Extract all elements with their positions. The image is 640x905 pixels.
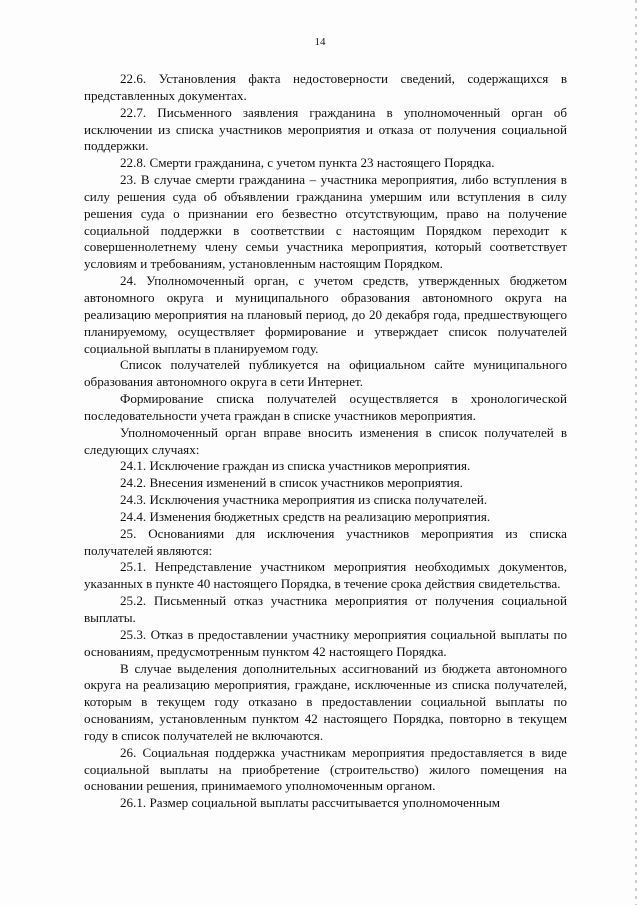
paragraph-26: 26. Социальная поддержка участникам мероприятия предоставляется в виде социальной выплаты на приобретение (строительство) жилого помещения на основании решения, принимаемого уполномоченным органом. [84, 744, 567, 794]
paragraph-25-2: 25.2. Письменный отказ участника мероприятия от получения социальной выплаты. [84, 593, 567, 625]
paragraph-22-7: 22.7. Письменного заявления гражданина в уполномоченный орган об исключении из списка участников мероприятия и отказа от получения социальной поддержки. [84, 104, 567, 154]
paragraph-list-publication: Список получателей публикуется на официальном сайте муниципального образования автономного округа в сети Интернет. [84, 357, 567, 390]
paragraph-23: 23. В случае смерти гражданина – участника мероприятия, либо вступления в силу решения суда об объявлении гражданина умершим или вступления в силу решения суда о признании его безвестно отсутствующим, право на получение социальной поддержки в соответствии с настоящим Порядком переходит к совершеннолетнему члену семьи участника мероприятия, который соответствует условиям и требованиям, установленным настоящим Порядком. [84, 172, 567, 272]
paragraph-25-3: 25.3. Отказ в предоставлении участнику мероприятия социальной выплаты по основаниям, предусмотренным пунктом 42 настоящего Порядка. [84, 626, 567, 659]
paragraph-22-6: 22.6. Установления факта недостоверности сведений, содержащихся в представленных документах. [84, 71, 567, 103]
paragraph-24-1: 24.1. Исключение граждан из списка участников мероприятия. [120, 458, 471, 474]
paragraph-25: 25. Основаниями для исключения участников мероприятия из списка получателей являются: [84, 525, 567, 558]
paragraph-24-4: 24.4. Изменения бюджетных средств на реализацию мероприятия. [120, 508, 491, 524]
paragraph-22-8: 22.8. Смерти гражданина, с учетом пункта 23 настоящего Порядка. [120, 155, 495, 171]
page-number: 14 [314, 36, 326, 48]
paragraph-24-2: 24.2. Внесения изменений в список участников мероприятия. [120, 475, 463, 491]
paragraph-24: 24. Уполномоченный орган, с учетом средств, утвержденных бюджетом автономного округа и муниципального образования автономного округа на реализацию мероприятия на плановый период, до 20 декабря года, предшествующего планируемому, осуществляет формирование и утверждает список получателей социальной выплаты в планируемом году. [84, 273, 567, 356]
document-body [84, 71, 567, 812]
paragraph-list-changes: Уполномоченный орган вправе вносить изменения в список получателей в следующих случаях: [84, 424, 567, 457]
paragraph-additional-allocations: В случае выделения дополнительных ассигнований из бюджета автономного округа на реализацию мероприятия, граждане, исключенные из списка получателей, которым в текущем году отказано в предоставлении социальной выплаты по основаниям, установленным пунктом 42 настоящего Порядка, повторно в текущем году в список получателей не включаются. [84, 660, 567, 743]
paragraph-26-1: 26.1. Размер социальной выплаты рассчитывается уполномоченным [120, 795, 501, 811]
paragraph-25-1: 25.1. Непредставление участником мероприятия необходимых документов, указанных в пункте 40 настоящего Порядка, в течение срока действия свидетельства. [84, 559, 567, 592]
paragraph-list-formation: Формирование списка получателей осуществляется в хронологической последовательности учета граждан в списке участников мероприятия. [84, 391, 567, 423]
scan-edge-mark [635, 0, 637, 905]
paragraph-24-3: 24.3. Исключения участника мероприятия из списка получателей. [120, 492, 488, 508]
